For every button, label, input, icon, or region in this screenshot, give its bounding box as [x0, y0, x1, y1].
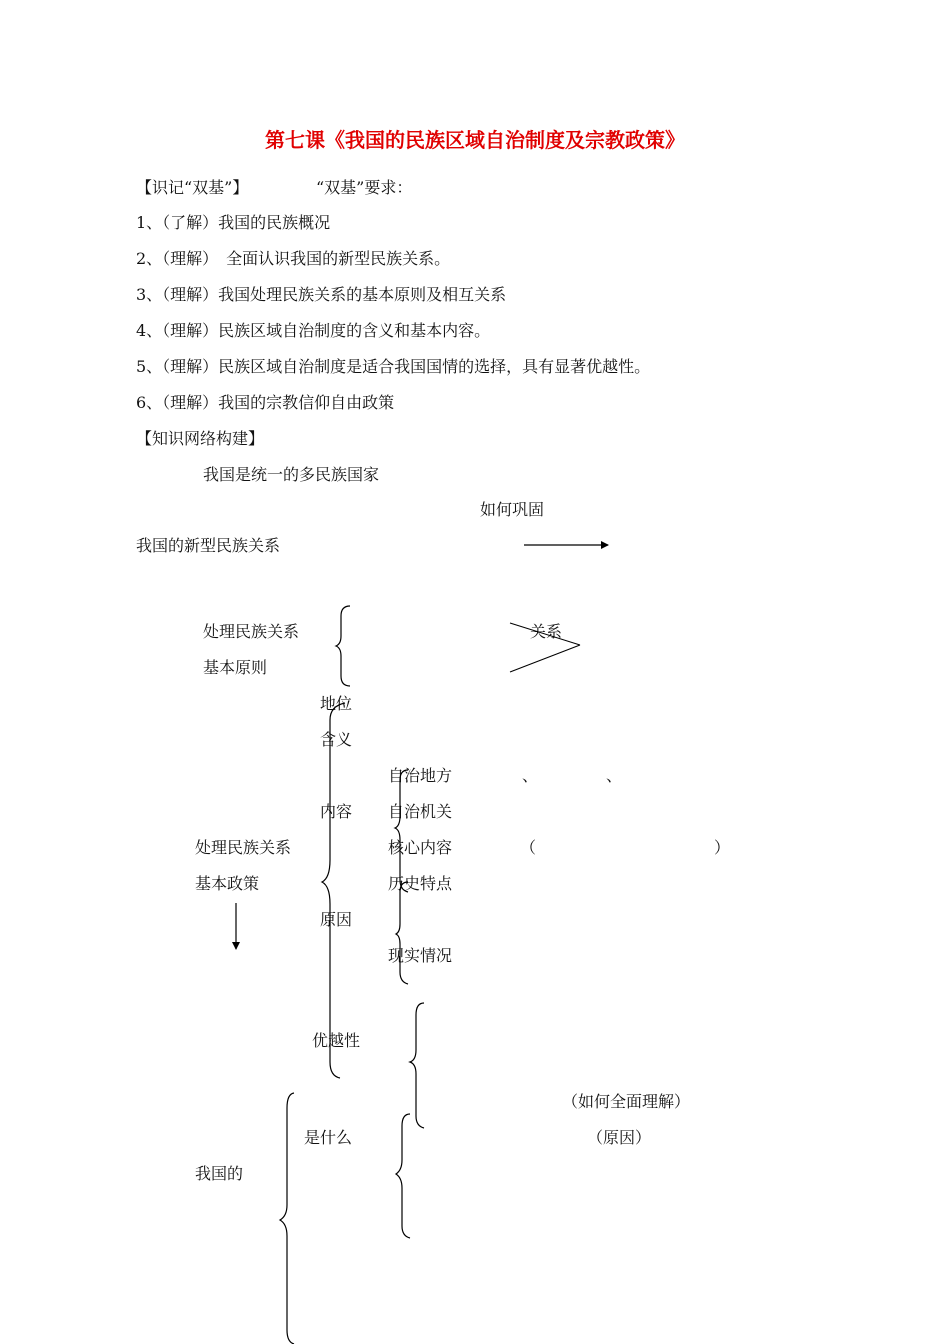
network-heading: 【知识网络构建】 [136, 429, 265, 448]
superiority-label: 优越性 [312, 1031, 361, 1050]
basics-heading: 【识记“双基”】 [136, 178, 249, 197]
requirement-item: 3、（理解）我国处理民族关系的基本原则及相互关系 [136, 285, 507, 304]
paren-open: （ [520, 838, 537, 857]
autonomous-places-label: 自治地方 [388, 766, 453, 785]
unified-country-label: 我国是统一的多民族国家 [203, 465, 380, 484]
relation-label: 关系 [530, 622, 563, 641]
relation-line [510, 645, 580, 672]
meaning-label: 含义 [320, 730, 353, 749]
requirement-item: 5、（理解）民族区域自治制度是适合我国国情的选择，具有显著优越性。 [136, 357, 651, 376]
autonomous-organs-label: 自治机关 [388, 802, 453, 821]
requirement-label: “双基”要求： [316, 178, 413, 197]
paren-close: ） [714, 838, 731, 857]
requirement-item: 2、（理解） 全面认识我国的新型民族关系。 [136, 249, 451, 268]
comma-separator: 、 [606, 766, 623, 785]
page-title: 第七课《我国的民族区域自治制度及宗教政策》 [265, 128, 685, 152]
core-content-label: 核心内容 [388, 838, 453, 857]
reality-label: 现实情况 [388, 946, 453, 965]
requirement-item: 1、（了解）我国的民族概况 [136, 213, 331, 232]
principles-brace [336, 606, 350, 686]
new-relations-label: 我国的新型民族关系 [136, 536, 281, 555]
how-understand-label: （如何全面理解） [562, 1092, 691, 1111]
principles-label: 处理民族关系 [203, 622, 300, 641]
comma-separator: 、 [522, 766, 539, 785]
our-country-label: 我国的 [195, 1164, 244, 1183]
our-country-brace [280, 1093, 294, 1344]
reason-brace [396, 882, 408, 984]
status-label: 地位 [320, 694, 353, 713]
how-consolidate-label: 如何巩固 [480, 500, 545, 519]
policy-brace [322, 703, 345, 1078]
reason-label: 原因 [320, 910, 353, 929]
content-brace [395, 770, 408, 892]
superiority-brace [410, 1003, 424, 1128]
relation-line [510, 623, 580, 645]
content-label: 内容 [320, 802, 353, 821]
policy-label: 基本政策 [195, 874, 260, 893]
reason-paren-label: （原因） [587, 1128, 652, 1147]
what-is-label: 是什么 [304, 1128, 353, 1147]
requirement-item: 4、（理解）民族区域自治制度的含义和基本内容。 [136, 321, 491, 340]
requirement-item: 6、（理解）我国的宗教信仰自由政策 [136, 393, 395, 412]
what-is-brace [396, 1114, 410, 1238]
policy-label: 处理民族关系 [195, 838, 292, 857]
principles-label: 基本原则 [203, 658, 268, 677]
historical-label: 历史特点 [388, 874, 453, 893]
